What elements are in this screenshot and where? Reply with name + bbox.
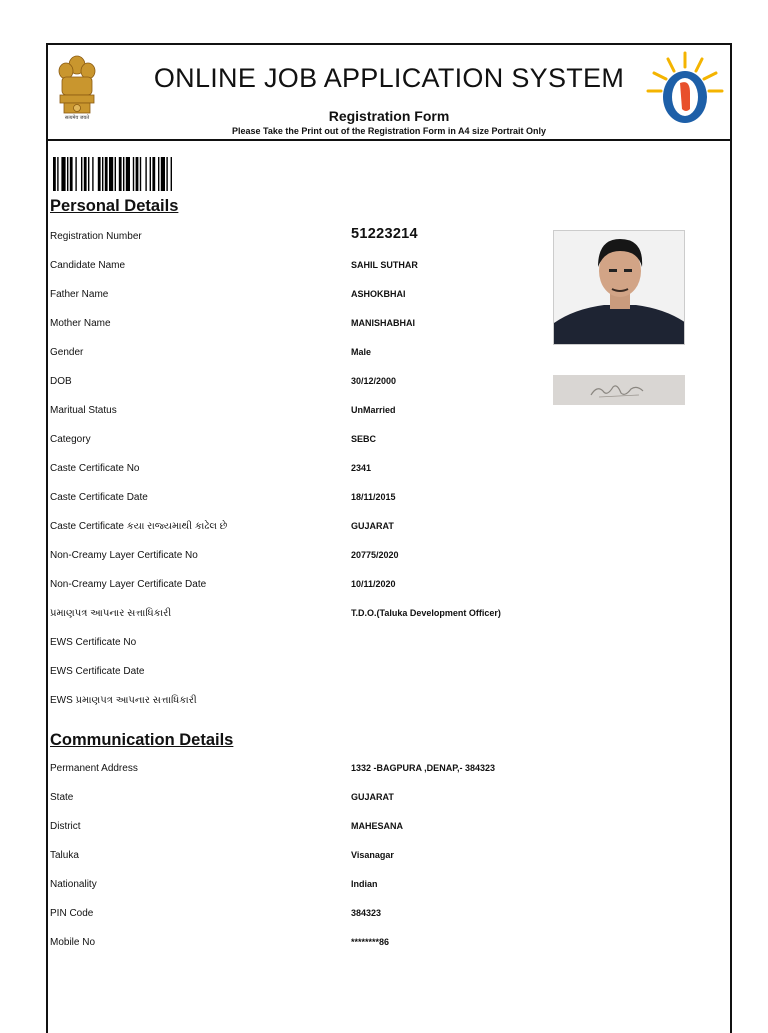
field-label: પ્રમાણપત્ર આપનાર સત્તાધિકારી xyxy=(50,608,172,619)
field-value: SAHIL SUTHAR xyxy=(351,260,418,270)
field-label: Maritual Status xyxy=(50,405,117,416)
communication-row xyxy=(50,937,690,953)
personal-details-heading: Personal Details xyxy=(50,197,179,215)
communication-row xyxy=(50,763,690,779)
field-value: 20775/2020 xyxy=(351,550,399,560)
field-value: 18/11/2015 xyxy=(351,492,396,502)
field-label: Caste Certificate No xyxy=(50,463,140,474)
field-value: 51223214 xyxy=(351,226,418,242)
personal-row xyxy=(50,347,690,363)
personal-row xyxy=(50,608,690,624)
field-value: T.D.O.(Taluka Development Officer) xyxy=(351,608,501,618)
field-label: EWS Certificate Date xyxy=(50,666,145,677)
field-value: UnMarried xyxy=(351,405,396,415)
personal-row xyxy=(50,434,690,450)
field-label: Registration Number xyxy=(50,231,142,242)
field-label: Category xyxy=(50,434,91,445)
field-value: ASHOKBHAI xyxy=(351,289,406,299)
field-label: State xyxy=(50,792,74,803)
personal-row xyxy=(50,521,690,537)
field-value: 10/11/2020 xyxy=(351,579,396,589)
personal-row xyxy=(50,695,690,711)
personal-row xyxy=(50,492,690,508)
communication-row xyxy=(50,850,690,866)
emblem-caption: सत्यमेव जयते xyxy=(64,115,90,121)
field-label: Taluka xyxy=(50,850,79,861)
communication-row xyxy=(50,908,690,924)
field-label: Non-Creamy Layer Certificate Date xyxy=(50,579,207,590)
field-value: GUJARAT xyxy=(351,521,394,531)
personal-row xyxy=(50,579,690,595)
field-label: Caste Certificate Date xyxy=(50,492,148,503)
field-label: EWS પ્રમાણપત્ર આપનાર સત્તાધિકારી xyxy=(50,695,197,706)
personal-row xyxy=(50,463,690,479)
candidate-photo-image xyxy=(554,231,685,345)
field-label: Nationality xyxy=(50,879,97,890)
signature-image xyxy=(553,375,685,405)
form-title: Registration Form xyxy=(328,108,450,124)
field-value: MANISHABHAI xyxy=(351,318,415,328)
field-label: Non-Creamy Layer Certificate No xyxy=(50,550,198,561)
field-label: District xyxy=(50,821,81,832)
field-label: DOB xyxy=(50,376,72,387)
field-label: PIN Code xyxy=(50,908,94,919)
personal-row xyxy=(50,637,690,653)
form-header xyxy=(48,45,730,141)
communication-row xyxy=(50,792,690,808)
barcode xyxy=(53,157,243,191)
field-value: ********86 xyxy=(351,937,390,947)
field-label: Father Name xyxy=(50,289,109,300)
field-value: GUJARAT xyxy=(351,792,394,802)
field-label: Mother Name xyxy=(50,318,111,329)
personal-row xyxy=(50,550,690,566)
field-value: 2341 xyxy=(351,463,372,473)
candidate-signature xyxy=(553,375,685,405)
field-label: Permanent Address xyxy=(50,763,138,774)
communication-details-heading: Communication Details xyxy=(50,731,234,749)
registration-form xyxy=(46,43,732,1033)
field-label: Gender xyxy=(50,347,84,358)
field-label: EWS Certificate No xyxy=(50,637,137,648)
field-label: Mobile No xyxy=(50,937,96,948)
communication-row xyxy=(50,879,690,895)
system-title: ONLINE JOB APPLICATION SYSTEM xyxy=(153,63,625,93)
ojas-logo-icon xyxy=(646,49,724,129)
candidate-photo xyxy=(553,230,685,345)
field-value: SEBC xyxy=(351,434,377,444)
communication-row xyxy=(50,821,690,837)
field-value: MAHESANA xyxy=(351,821,404,831)
field-value: 384323 xyxy=(351,908,382,918)
field-label: Caste Certificate કયા રાજ્યમાથી કાઢેલ છે xyxy=(50,521,228,532)
personal-row xyxy=(50,666,690,682)
field-label: Candidate Name xyxy=(50,260,126,271)
personal-row xyxy=(50,405,690,421)
field-value: 30/12/2000 xyxy=(351,376,397,386)
field-value: Visanagar xyxy=(351,850,394,860)
print-instruction: Please Take the Print out of the Registration Form in A4 size Portrait Only xyxy=(231,126,547,136)
field-value: Male xyxy=(351,347,372,357)
field-value: 1332 -BAGPURA ,DENAP,- 384323 xyxy=(351,763,496,773)
field-value: Indian xyxy=(351,879,378,889)
